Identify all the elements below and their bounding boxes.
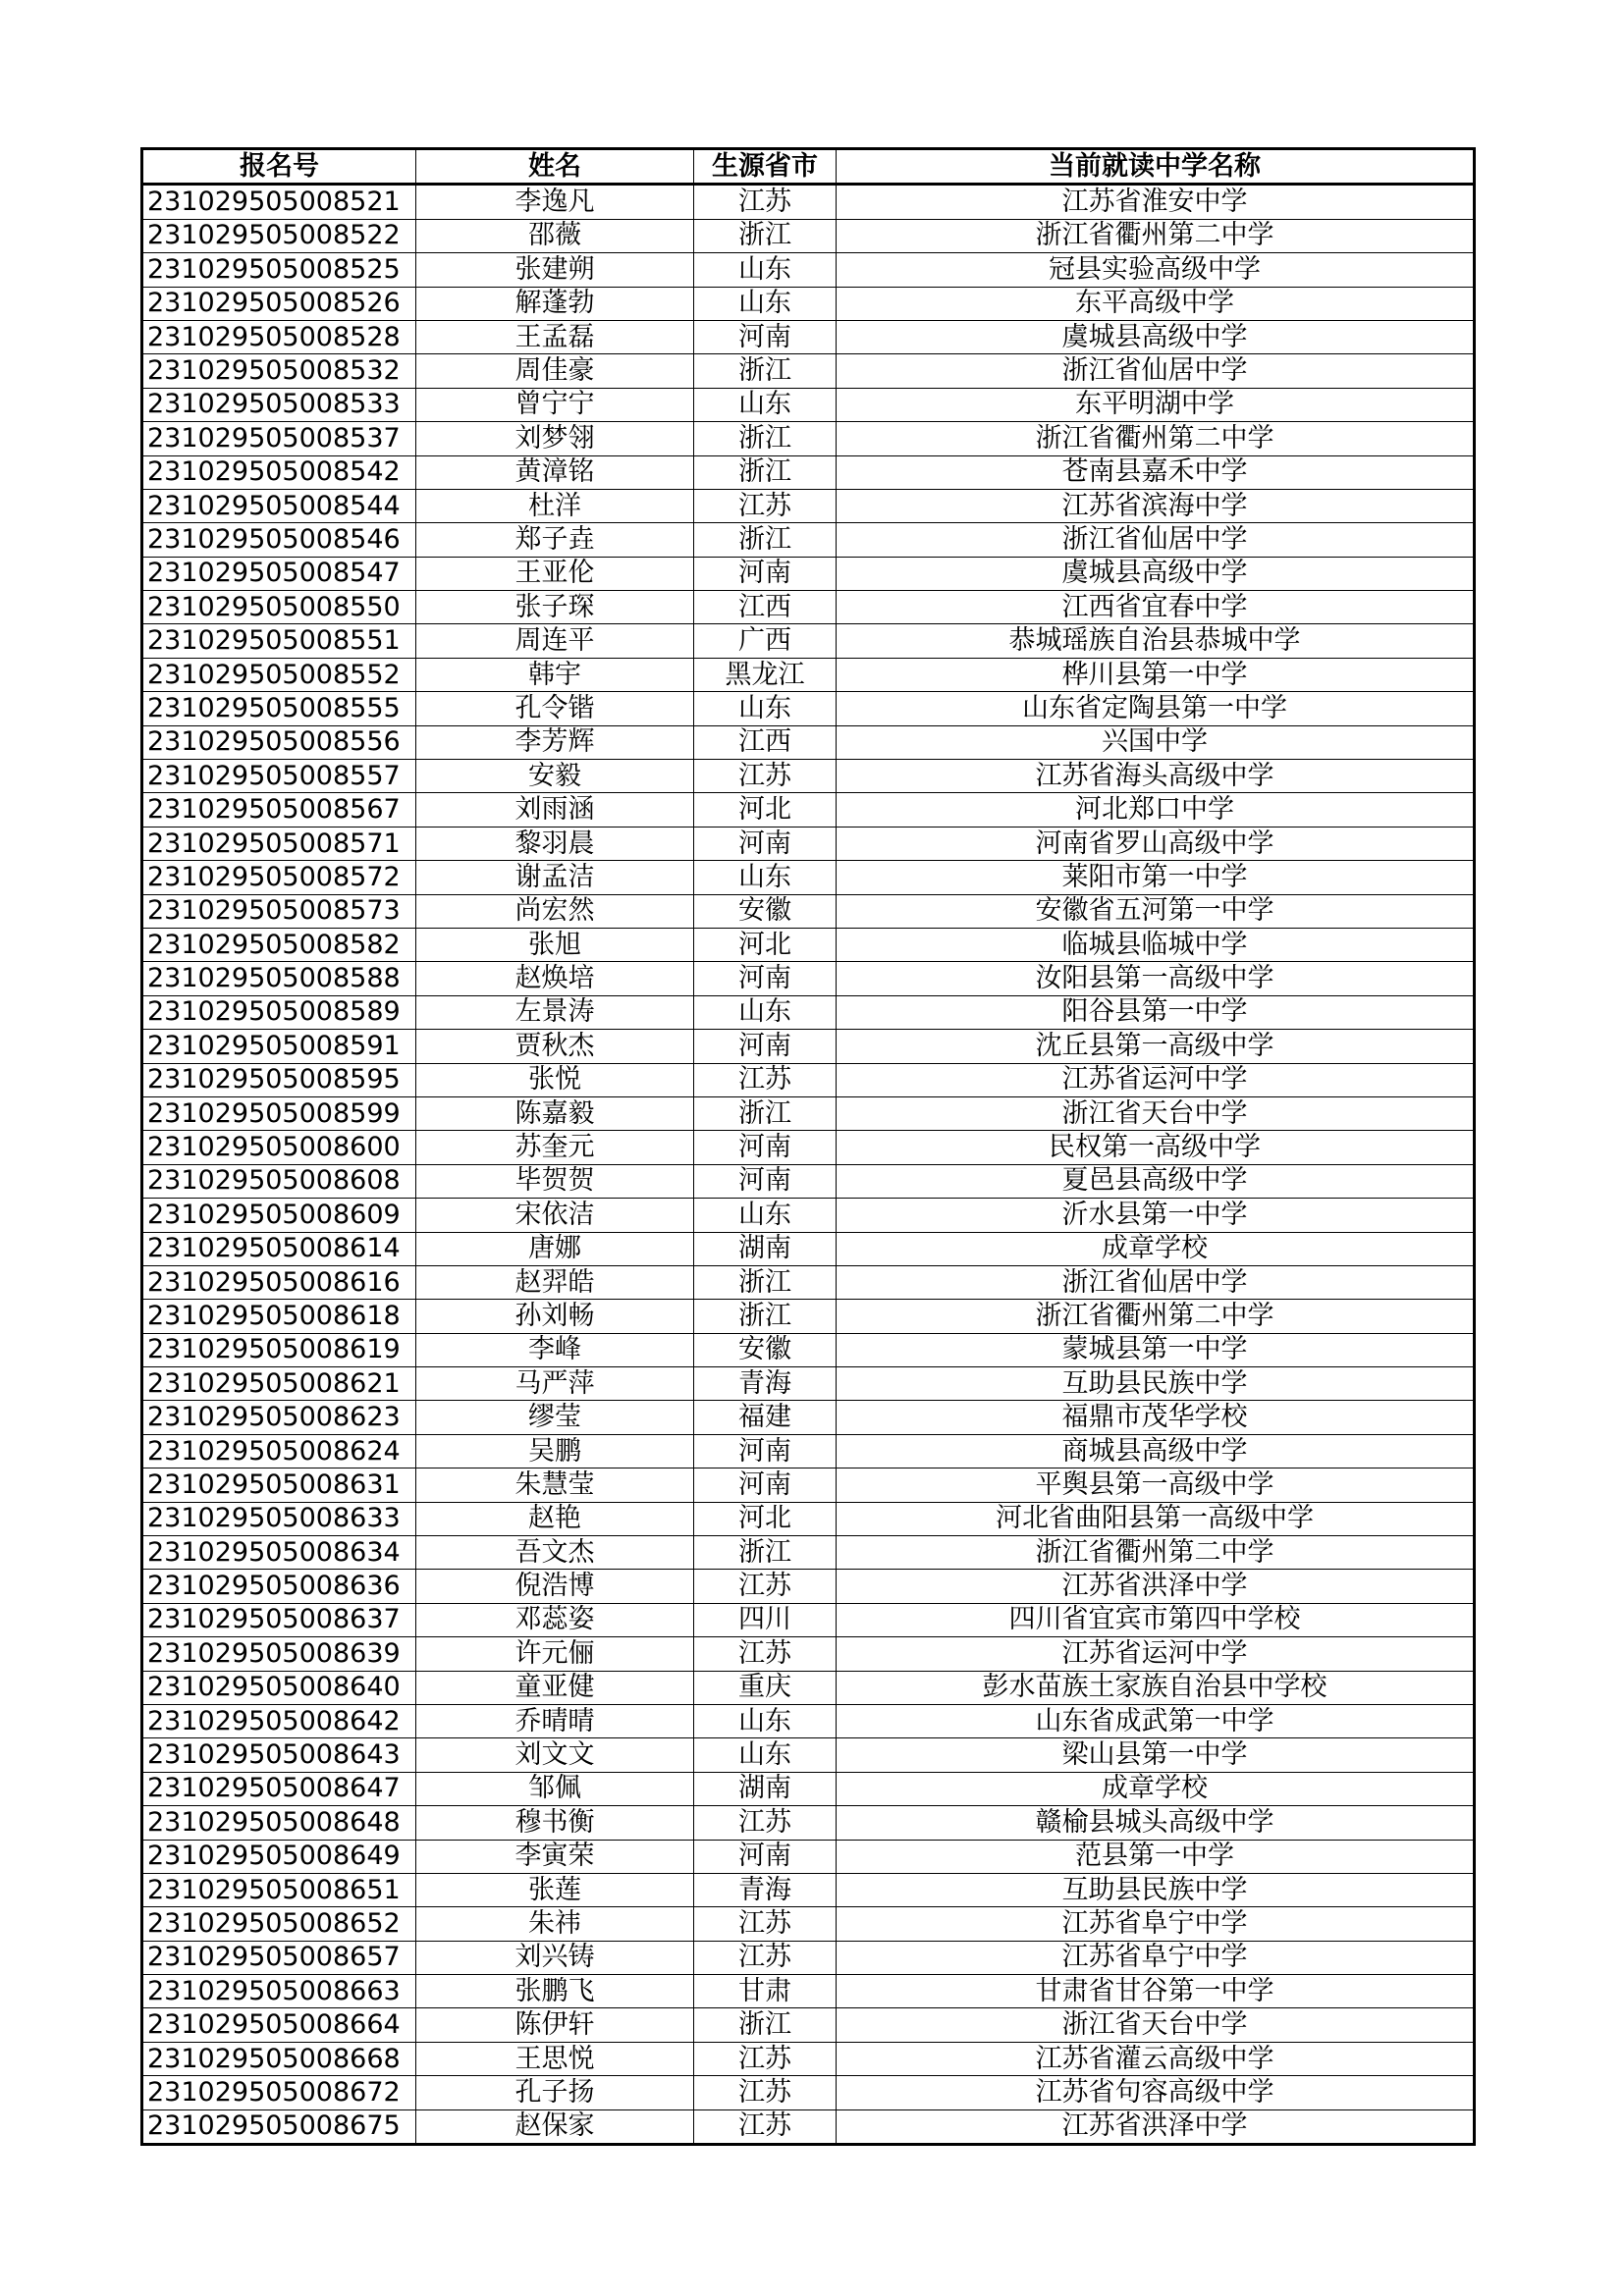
table-row	[142, 827, 1475, 860]
cell-name: 苏奎元	[416, 1131, 694, 1164]
table-body	[142, 185, 1475, 2145]
table-row	[142, 455, 1475, 489]
cell-school: 梁山县第一中学	[837, 1738, 1475, 1772]
cell-name: 杜洋	[416, 489, 694, 522]
cell-school: 赣榆县城头高级中学	[837, 1806, 1475, 1840]
cell-school: 江苏省句容高级中学	[837, 2076, 1475, 2109]
cell-registration-number: 231029505008591	[142, 1030, 416, 1063]
cell-province: 浙江	[694, 219, 837, 252]
cell-registration-number: 231029505008528	[142, 320, 416, 353]
table-row	[142, 1840, 1475, 1873]
cell-registration-number: 231029505008599	[142, 1096, 416, 1130]
table-row	[142, 1164, 1475, 1198]
cell-school: 江苏省运河中学	[837, 1063, 1475, 1096]
cell-name: 张旭	[416, 928, 694, 961]
table-row	[142, 489, 1475, 522]
table-row	[142, 894, 1475, 928]
cell-province: 江苏	[694, 1570, 837, 1603]
cell-school: 沂水县第一中学	[837, 1199, 1475, 1232]
cell-province: 浙江	[694, 523, 837, 557]
table-row	[142, 1873, 1475, 1906]
cell-registration-number: 231029505008608	[142, 1164, 416, 1198]
cell-province: 安徽	[694, 1333, 837, 1366]
cell-registration-number: 231029505008647	[142, 1772, 416, 1805]
cell-province: 江苏	[694, 2076, 837, 2109]
cell-registration-number: 231029505008547	[142, 557, 416, 590]
cell-school: 汝阳县第一高级中学	[837, 962, 1475, 995]
cell-province: 浙江	[694, 1536, 837, 1570]
table-row	[142, 1401, 1475, 1434]
cell-province: 河南	[694, 827, 837, 860]
cell-province: 山东	[694, 692, 837, 725]
cell-registration-number: 231029505008649	[142, 1840, 416, 1873]
cell-registration-number: 231029505008525	[142, 253, 416, 287]
table-row	[142, 1704, 1475, 1737]
cell-name: 邓蕊姿	[416, 1603, 694, 1636]
cell-name: 王思悦	[416, 2042, 694, 2075]
table-row	[142, 2008, 1475, 2042]
cell-registration-number: 231029505008546	[142, 523, 416, 557]
cell-registration-number: 231029505008557	[142, 760, 416, 793]
cell-school: 河北省曲阳县第一高级中学	[837, 1502, 1475, 1535]
cell-province: 河南	[694, 1468, 837, 1502]
cell-school: 浙江省仙居中学	[837, 1265, 1475, 1299]
cell-registration-number: 231029505008636	[142, 1570, 416, 1603]
cell-school: 浙江省仙居中学	[837, 354, 1475, 388]
table-row	[142, 1265, 1475, 1299]
table-row	[142, 591, 1475, 624]
cell-registration-number: 231029505008542	[142, 455, 416, 489]
cell-registration-number: 231029505008624	[142, 1434, 416, 1468]
cell-name: 左景涛	[416, 995, 694, 1029]
cell-school: 恭城瑶族自治县恭城中学	[837, 624, 1475, 658]
cell-name: 周连平	[416, 624, 694, 658]
cell-school: 东平明湖中学	[837, 388, 1475, 421]
cell-name: 陈伊轩	[416, 2008, 694, 2042]
cell-province: 浙江	[694, 455, 837, 489]
cell-name: 李逸凡	[416, 185, 694, 219]
cell-registration-number: 231029505008672	[142, 2076, 416, 2109]
cell-province: 山东	[694, 287, 837, 320]
table-row	[142, 624, 1475, 658]
cell-school: 浙江省衢州第二中学	[837, 1300, 1475, 1333]
cell-school: 商城县高级中学	[837, 1434, 1475, 1468]
table-row	[142, 2109, 1475, 2144]
cell-province: 河北	[694, 793, 837, 827]
cell-school: 江苏省海头高级中学	[837, 760, 1475, 793]
cell-name: 张鹏飞	[416, 1975, 694, 2008]
cell-name: 曾宁宁	[416, 388, 694, 421]
cell-school: 江苏省淮安中学	[837, 185, 1475, 219]
cell-registration-number: 231029505008526	[142, 287, 416, 320]
cell-province: 广西	[694, 624, 837, 658]
cell-province: 江西	[694, 725, 837, 759]
cell-name: 李芳辉	[416, 725, 694, 759]
cell-province: 江苏	[694, 1907, 837, 1941]
table-row	[142, 760, 1475, 793]
cell-name: 安毅	[416, 760, 694, 793]
cell-school: 互助县民族中学	[837, 1873, 1475, 1906]
cell-school: 河北郑口中学	[837, 793, 1475, 827]
cell-registration-number: 231029505008663	[142, 1975, 416, 2008]
cell-province: 江西	[694, 591, 837, 624]
cell-province: 青海	[694, 1367, 837, 1401]
cell-registration-number: 231029505008544	[142, 489, 416, 522]
cell-name: 穆书衡	[416, 1806, 694, 1840]
cell-province: 河南	[694, 1164, 837, 1198]
cell-province: 河南	[694, 1840, 837, 1873]
cell-name: 毕贺贺	[416, 1164, 694, 1198]
cell-name: 陈嘉毅	[416, 1096, 694, 1130]
cell-province: 湖南	[694, 1232, 837, 1265]
cell-school: 东平高级中学	[837, 287, 1475, 320]
cell-registration-number: 231029505008634	[142, 1536, 416, 1570]
cell-name: 吾文杰	[416, 1536, 694, 1570]
cell-school: 浙江省天台中学	[837, 1096, 1475, 1130]
cell-name: 张子琛	[416, 591, 694, 624]
cell-name: 王亚伦	[416, 557, 694, 590]
cell-registration-number: 231029505008573	[142, 894, 416, 928]
cell-registration-number: 231029505008533	[142, 388, 416, 421]
table-row	[142, 1502, 1475, 1535]
cell-province: 甘肃	[694, 1975, 837, 2008]
cell-name: 李峰	[416, 1333, 694, 1366]
cell-province: 江苏	[694, 185, 837, 219]
cell-registration-number: 231029505008648	[142, 1806, 416, 1840]
cell-name: 刘文文	[416, 1738, 694, 1772]
cell-province: 浙江	[694, 354, 837, 388]
table-row	[142, 928, 1475, 961]
cell-registration-number: 231029505008595	[142, 1063, 416, 1096]
cell-province: 浙江	[694, 1265, 837, 1299]
table-row	[142, 1199, 1475, 1232]
table-row	[142, 1063, 1475, 1096]
cell-name: 邹佩	[416, 1772, 694, 1805]
cell-province: 山东	[694, 253, 837, 287]
cell-school: 彭水苗族土家族自治县中学校	[837, 1671, 1475, 1704]
cell-school: 山东省定陶县第一中学	[837, 692, 1475, 725]
cell-province: 江苏	[694, 1941, 837, 1974]
cell-registration-number: 231029505008582	[142, 928, 416, 961]
cell-name: 郑子垚	[416, 523, 694, 557]
cell-registration-number: 231029505008551	[142, 624, 416, 658]
cell-name: 张悦	[416, 1063, 694, 1096]
cell-province: 江苏	[694, 2109, 837, 2144]
header-name: 姓名	[416, 149, 694, 185]
cell-name: 韩宇	[416, 658, 694, 691]
cell-name: 马严萍	[416, 1367, 694, 1401]
cell-school: 江苏省阜宁中学	[837, 1907, 1475, 1941]
cell-province: 河南	[694, 1030, 837, 1063]
table-row	[142, 1772, 1475, 1805]
cell-province: 湖南	[694, 1772, 837, 1805]
cell-province: 江苏	[694, 2042, 837, 2075]
cell-province: 山东	[694, 861, 837, 894]
cell-registration-number: 231029505008567	[142, 793, 416, 827]
cell-school: 江西省宜春中学	[837, 591, 1475, 624]
table-row	[142, 354, 1475, 388]
table-row	[142, 1671, 1475, 1704]
table-row	[142, 1603, 1475, 1636]
cell-school: 浙江省天台中学	[837, 2008, 1475, 2042]
table-row	[142, 422, 1475, 455]
cell-name: 邵薇	[416, 219, 694, 252]
cell-school: 阳谷县第一中学	[837, 995, 1475, 1029]
cell-province: 山东	[694, 1738, 837, 1772]
cell-province: 江苏	[694, 1806, 837, 1840]
table-row	[142, 1806, 1475, 1840]
table-row	[142, 1232, 1475, 1265]
table-row	[142, 219, 1475, 252]
cell-school: 江苏省灌云高级中学	[837, 2042, 1475, 2075]
header-province: 生源省市	[694, 149, 837, 185]
cell-name: 童亚健	[416, 1671, 694, 1704]
cell-school: 夏邑县高级中学	[837, 1164, 1475, 1198]
cell-name: 赵艳	[416, 1502, 694, 1535]
cell-name: 周佳豪	[416, 354, 694, 388]
cell-name: 许元俪	[416, 1637, 694, 1671]
cell-name: 宋依洁	[416, 1199, 694, 1232]
cell-name: 赵保家	[416, 2109, 694, 2144]
cell-registration-number: 231029505008637	[142, 1603, 416, 1636]
cell-school: 山东省成武第一中学	[837, 1704, 1475, 1737]
cell-name: 缪莹	[416, 1401, 694, 1434]
cell-school: 莱阳市第一中学	[837, 861, 1475, 894]
cell-school: 平舆县第一高级中学	[837, 1468, 1475, 1502]
cell-registration-number: 231029505008631	[142, 1468, 416, 1502]
table-row	[142, 2076, 1475, 2109]
cell-province: 浙江	[694, 422, 837, 455]
cell-province: 河南	[694, 557, 837, 590]
cell-registration-number: 231029505008589	[142, 995, 416, 1029]
table-row	[142, 1637, 1475, 1671]
cell-registration-number: 231029505008657	[142, 1941, 416, 1974]
cell-name: 谢孟洁	[416, 861, 694, 894]
cell-province: 江苏	[694, 489, 837, 522]
cell-province: 重庆	[694, 1671, 837, 1704]
cell-name: 唐娜	[416, 1232, 694, 1265]
cell-province: 河南	[694, 1434, 837, 1468]
cell-registration-number: 231029505008537	[142, 422, 416, 455]
table-row	[142, 793, 1475, 827]
cell-registration-number: 231029505008675	[142, 2109, 416, 2144]
cell-province: 江苏	[694, 760, 837, 793]
cell-registration-number: 231029505008664	[142, 2008, 416, 2042]
cell-school: 安徽省五河第一中学	[837, 894, 1475, 928]
cell-school: 江苏省洪泽中学	[837, 2109, 1475, 2144]
cell-school: 浙江省衢州第二中学	[837, 422, 1475, 455]
cell-registration-number: 231029505008651	[142, 1873, 416, 1906]
cell-name: 倪浩博	[416, 1570, 694, 1603]
table-row	[142, 1468, 1475, 1502]
table-row	[142, 692, 1475, 725]
cell-name: 黎羽晨	[416, 827, 694, 860]
cell-school: 虞城县高级中学	[837, 557, 1475, 590]
cell-name: 孙刘畅	[416, 1300, 694, 1333]
cell-registration-number: 231029505008600	[142, 1131, 416, 1164]
cell-name: 李寅荣	[416, 1840, 694, 1873]
cell-school: 冠县实验高级中学	[837, 253, 1475, 287]
cell-name: 张建朔	[416, 253, 694, 287]
cell-province: 河南	[694, 320, 837, 353]
cell-school: 蒙城县第一中学	[837, 1333, 1475, 1366]
cell-school: 河南省罗山高级中学	[837, 827, 1475, 860]
cell-registration-number: 231029505008521	[142, 185, 416, 219]
table-row	[142, 1536, 1475, 1570]
table-row	[142, 557, 1475, 590]
cell-school: 桦川县第一中学	[837, 658, 1475, 691]
cell-province: 山东	[694, 1199, 837, 1232]
student-table	[140, 147, 1476, 2146]
cell-name: 孔子扬	[416, 2076, 694, 2109]
cell-registration-number: 231029505008639	[142, 1637, 416, 1671]
cell-name: 王孟磊	[416, 320, 694, 353]
cell-name: 刘雨涵	[416, 793, 694, 827]
cell-school: 兴国中学	[837, 725, 1475, 759]
cell-registration-number: 231029505008619	[142, 1333, 416, 1366]
cell-registration-number: 231029505008532	[142, 354, 416, 388]
cell-school: 浙江省仙居中学	[837, 523, 1475, 557]
cell-school: 浙江省衢州第二中学	[837, 219, 1475, 252]
cell-school: 互助县民族中学	[837, 1367, 1475, 1401]
cell-registration-number: 231029505008652	[142, 1907, 416, 1941]
cell-province: 江苏	[694, 1063, 837, 1096]
table-row	[142, 523, 1475, 557]
cell-registration-number: 231029505008616	[142, 1265, 416, 1299]
table-row	[142, 962, 1475, 995]
cell-school: 苍南县嘉禾中学	[837, 455, 1475, 489]
cell-province: 浙江	[694, 1300, 837, 1333]
table-row	[142, 1300, 1475, 1333]
table-row	[142, 1738, 1475, 1772]
table-row	[142, 861, 1475, 894]
table-row	[142, 1096, 1475, 1130]
cell-province: 河南	[694, 962, 837, 995]
cell-school: 福鼎市茂华学校	[837, 1401, 1475, 1434]
cell-province: 浙江	[694, 1096, 837, 1130]
cell-registration-number: 231029505008642	[142, 1704, 416, 1737]
cell-province: 山东	[694, 995, 837, 1029]
cell-registration-number: 231029505008555	[142, 692, 416, 725]
cell-registration-number: 231029505008550	[142, 591, 416, 624]
cell-registration-number: 231029505008640	[142, 1671, 416, 1704]
table-row	[142, 995, 1475, 1029]
cell-school: 江苏省滨海中学	[837, 489, 1475, 522]
table-row	[142, 1434, 1475, 1468]
cell-registration-number: 231029505008588	[142, 962, 416, 995]
cell-province: 山东	[694, 1704, 837, 1737]
cell-province: 河北	[694, 928, 837, 961]
table-row	[142, 658, 1475, 691]
cell-registration-number: 231029505008623	[142, 1401, 416, 1434]
roster-sheet	[140, 147, 1473, 2146]
table-row	[142, 1907, 1475, 1941]
cell-registration-number: 231029505008571	[142, 827, 416, 860]
cell-registration-number: 231029505008621	[142, 1367, 416, 1401]
cell-province: 四川	[694, 1603, 837, 1636]
cell-name: 吴鹏	[416, 1434, 694, 1468]
table-row	[142, 388, 1475, 421]
cell-name: 乔晴晴	[416, 1704, 694, 1737]
cell-name: 尚宏然	[416, 894, 694, 928]
cell-name: 黄漳铭	[416, 455, 694, 489]
table-row	[142, 2042, 1475, 2075]
table-row	[142, 1941, 1475, 1974]
cell-school: 浙江省衢州第二中学	[837, 1536, 1475, 1570]
cell-school: 虞城县高级中学	[837, 320, 1475, 353]
header-row	[142, 149, 1475, 185]
cell-name: 朱慧莹	[416, 1468, 694, 1502]
table-row	[142, 1131, 1475, 1164]
table-row	[142, 1975, 1475, 2008]
cell-province: 安徽	[694, 894, 837, 928]
cell-registration-number: 231029505008668	[142, 2042, 416, 2075]
cell-name: 解蓬勃	[416, 287, 694, 320]
cell-name: 朱祎	[416, 1907, 694, 1941]
table-row	[142, 287, 1475, 320]
table-row	[142, 1367, 1475, 1401]
cell-school: 民权第一高级中学	[837, 1131, 1475, 1164]
cell-school: 临城县临城中学	[837, 928, 1475, 961]
cell-school: 成章学校	[837, 1772, 1475, 1805]
cell-registration-number: 231029505008609	[142, 1199, 416, 1232]
cell-province: 福建	[694, 1401, 837, 1434]
cell-name: 赵焕培	[416, 962, 694, 995]
cell-registration-number: 231029505008618	[142, 1300, 416, 1333]
cell-province: 浙江	[694, 2008, 837, 2042]
cell-school: 沈丘县第一高级中学	[837, 1030, 1475, 1063]
cell-registration-number: 231029505008522	[142, 219, 416, 252]
cell-registration-number: 231029505008572	[142, 861, 416, 894]
cell-school: 甘肃省甘谷第一中学	[837, 1975, 1475, 2008]
table-row	[142, 320, 1475, 353]
cell-province: 黑龙江	[694, 658, 837, 691]
cell-name: 贾秋杰	[416, 1030, 694, 1063]
cell-registration-number: 231029505008633	[142, 1502, 416, 1535]
cell-name: 赵羿皓	[416, 1265, 694, 1299]
cell-registration-number: 231029505008556	[142, 725, 416, 759]
cell-name: 孔令锴	[416, 692, 694, 725]
cell-province: 江苏	[694, 1637, 837, 1671]
header-school: 当前就读中学名称	[837, 149, 1475, 185]
cell-school: 成章学校	[837, 1232, 1475, 1265]
cell-province: 河北	[694, 1502, 837, 1535]
cell-registration-number: 231029505008643	[142, 1738, 416, 1772]
cell-school: 江苏省洪泽中学	[837, 1570, 1475, 1603]
cell-province: 青海	[694, 1873, 837, 1906]
cell-name: 刘梦翎	[416, 422, 694, 455]
cell-school: 江苏省运河中学	[837, 1637, 1475, 1671]
cell-school: 范县第一中学	[837, 1840, 1475, 1873]
table-row	[142, 1333, 1475, 1366]
table-row	[142, 1030, 1475, 1063]
table-header	[142, 149, 1475, 185]
cell-school: 四川省宜宾市第四中学校	[837, 1603, 1475, 1636]
cell-name: 张莲	[416, 1873, 694, 1906]
cell-school: 江苏省阜宁中学	[837, 1941, 1475, 1974]
header-registration-number: 报名号	[142, 149, 416, 185]
table-row	[142, 1570, 1475, 1603]
table-row	[142, 185, 1475, 219]
table-row	[142, 725, 1475, 759]
cell-province: 河南	[694, 1131, 837, 1164]
cell-name: 刘兴铸	[416, 1941, 694, 1974]
cell-registration-number: 231029505008552	[142, 658, 416, 691]
cell-province: 山东	[694, 388, 837, 421]
cell-registration-number: 231029505008614	[142, 1232, 416, 1265]
table-row	[142, 253, 1475, 287]
